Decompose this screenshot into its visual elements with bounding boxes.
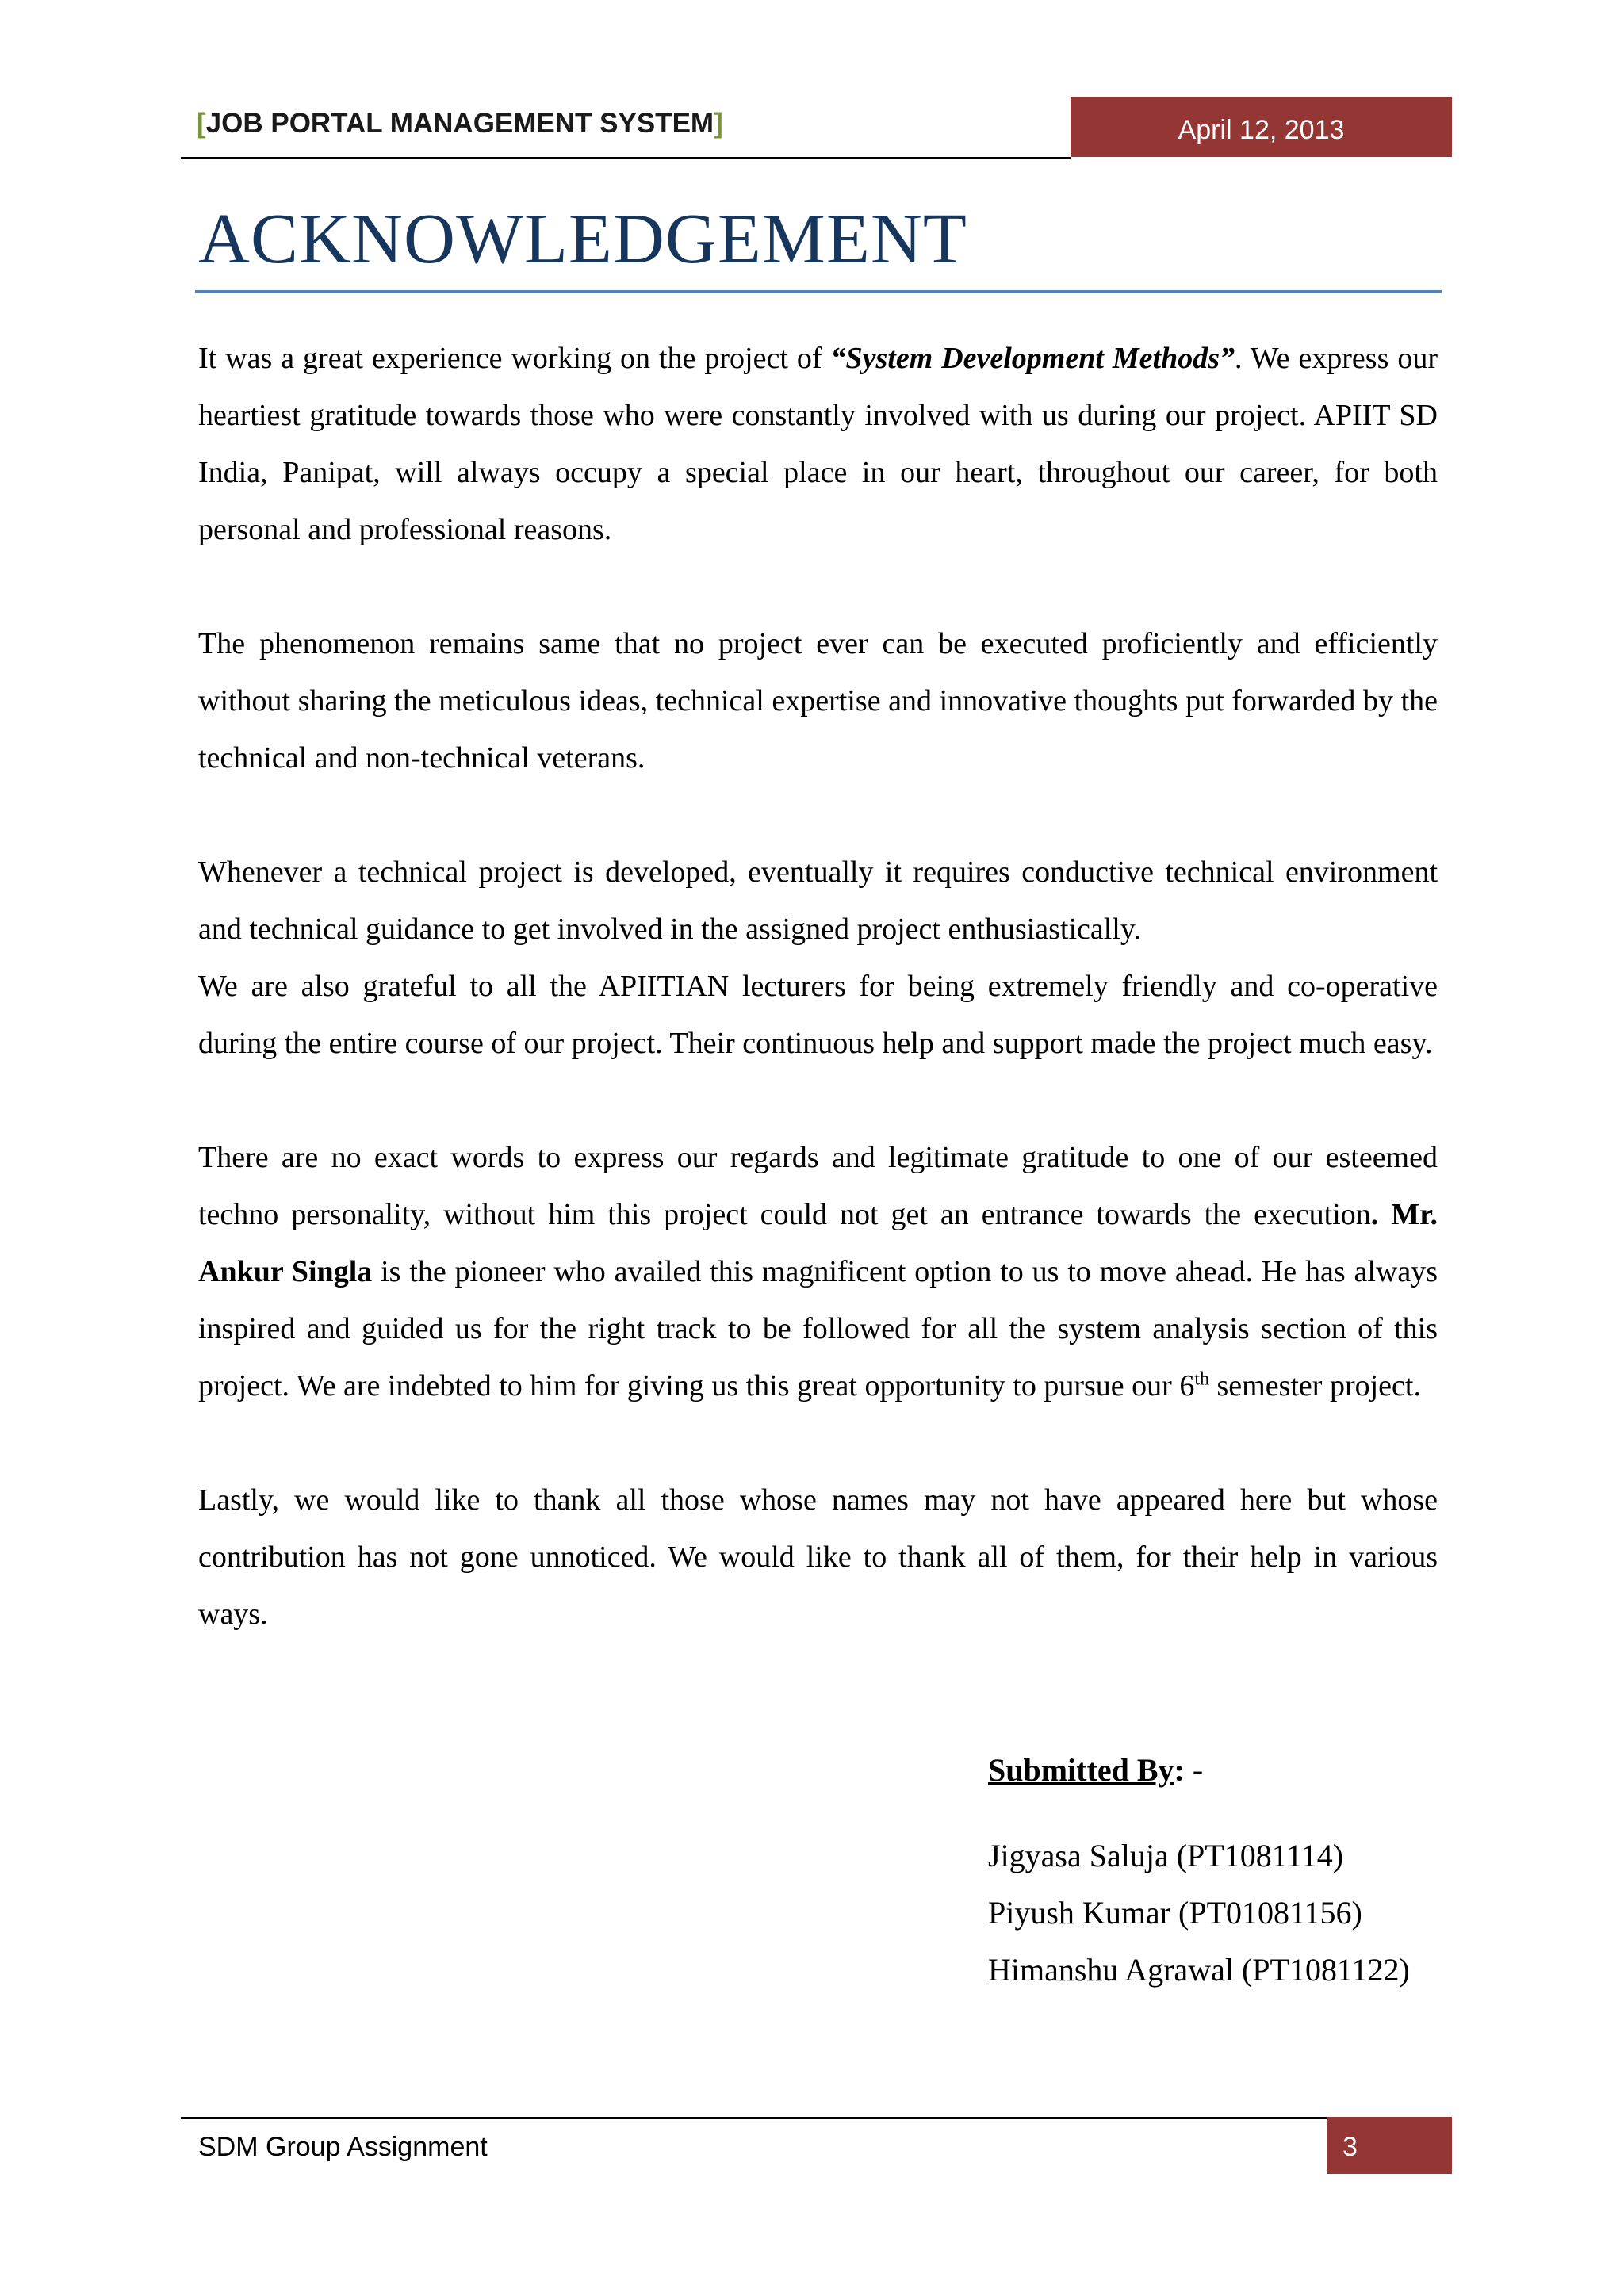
header-bracket-open: [ [197, 108, 206, 139]
paragraph-5-after: semester project. [1209, 1369, 1421, 1402]
header-rule [181, 157, 1071, 159]
submitters-list [988, 1827, 1410, 1999]
submitter-item: Jigyasa Saluja (PT1081114) [988, 1838, 1344, 1873]
paragraph-6: Lastly, we would like to thank all those whose names may not have appeared here but whose contribution has not gone unnoticed. We would like to thank all of them, for their help in various ways. [198, 1483, 1438, 1631]
document-body [198, 330, 1438, 1643]
page-title: ACKNOWLEDGEMENT [198, 200, 967, 278]
header-date-box [1071, 97, 1452, 157]
mentor-name: . Mr. Ankur Singla [198, 1198, 1438, 1288]
submitter-item: Piyush Kumar (PT01081156) [988, 1895, 1362, 1931]
paragraph-2: The phenomenon remains same that no project ever can be executed proficiently and efficiently without sharing the meticulous ideas, technical expertise and innovative thoughts put forwarded by the technical and non-technical veterans. [198, 627, 1438, 775]
header-title [197, 108, 723, 140]
submitter-item: Himanshu Agrawal (PT1081122) [988, 1952, 1410, 1988]
submitted-by-suffix: : - [1174, 1752, 1204, 1788]
submitted-by-heading [988, 1751, 1203, 1790]
header-bracket-close: ] [714, 108, 723, 139]
project-name-emphasis: “System Development Methods” [830, 342, 1235, 375]
ordinal-superscript: th [1194, 1368, 1209, 1390]
title-underline [195, 290, 1442, 293]
header-date: April 12, 2013 [1178, 115, 1345, 145]
paragraph-1-after: . We express our heartiest gratitude towards those who were constantly involved with us during our project. APIIT SD India, Panipat, will always occupy a special place in our heart, throughout our career, for both personal and professional reasons. [198, 342, 1438, 546]
paragraph-5-middle: is the pioneer who availed this magnificent option to us to move ahead. He has always inspired and guided us for the right track to be followed for all the system analysis section of this project. We are indebted to him for giving us this great opportunity to pursue our 6 [198, 1255, 1438, 1402]
paragraph-1 [198, 330, 1438, 558]
page-number: 3 [1342, 2132, 1358, 2162]
footer-label: SDM Group Assignment [198, 2132, 488, 2162]
paragraph-5-before: There are no exact words to express our regards and legitimate gratitude to one of our esteemed techno personality, without him this project could not get an entrance towards the execution [198, 1141, 1438, 1231]
page-number-box [1327, 2117, 1452, 2174]
paragraph-4: We are also grateful to all the APIITIAN lecturers for being extremely friendly and co-operative during the entire course of our project. Their continuous help and support made the project much easy. [198, 970, 1438, 1060]
footer-rule [181, 2117, 1327, 2119]
paragraph-3: Whenever a technical project is developed, eventually it requires conductive technical environment and technical guidance to get involved in the assigned project enthusiastically. [198, 855, 1438, 946]
submitted-by-label: Submitted By [988, 1752, 1174, 1788]
paragraph-5 [198, 1129, 1438, 1414]
paragraph-1-before: It was a great experience working on the project of [198, 342, 831, 375]
header-title-text: JOB PORTAL MANAGEMENT SYSTEM [205, 108, 714, 139]
page-header [181, 97, 1452, 159]
